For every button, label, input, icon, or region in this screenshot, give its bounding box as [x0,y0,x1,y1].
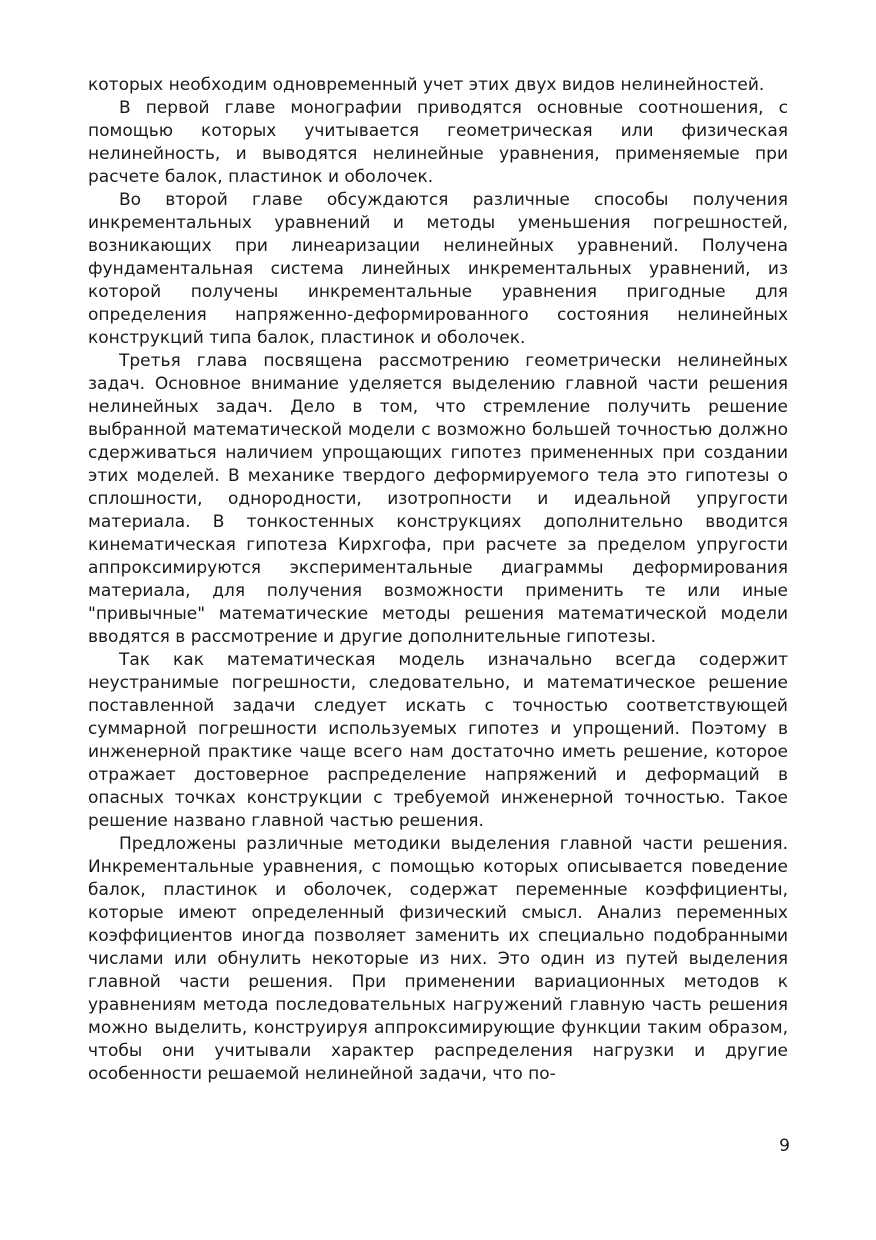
paragraph-chapter-three: Третья глава посвящена рассмотрению геометрически нелинейных задач. Основное внимание уделяется выделению главной части решения нелинейных задач. Дело в том, что стремление получить решение выбранной математической модели с возможно большей точностью должно сдерживаться наличием упрощающих гипотез примененных при создании этих моделей. В механике твердого деформируемого тела это гипотезы о сплошности, однородности, изотропности и идеальной упругости материала. В тонкостенных конструкциях дополнительно вводится кинематическая гипотеза Кирхгофа, при расчете за пределом упругости аппроксимируются экспериментальные диаграммы деформирования материала, для получения возможности применить те или иные "привычные" математические методы решения математической модели вводятся в рассмотрение и другие дополнительные гипотезы. [88,351,788,647]
paragraph-methods: Предложены различные методики выделения главной части решения. Инкрементальные уравнения, с помощью которых описывается поведение балок, пластинок и оболочек, содержат переменные коэффициенты, которые имеют определенный физический смысл. Анализ переменных коэффициентов иногда позволяет заменить их специально подобранными числами или обнулить некоторые из них. Это один из путей выделения главной части решения. При применении вариационных методов к уравнениям метода последовательных нагружений главную часть решения можно выделить, конструируя аппроксимирующие функции таким образом, чтобы они учитывали характер распределения нагрузки и другие особенности решаемой нелинейной задачи, что по- [88,834,788,1084]
page-number: 9 [779,1136,790,1156]
page-body [88,74,788,1086]
paragraph-chapter-two: Во второй главе обсуждаются различные способы получения инкрементальных уравнений и методы уменьшения погрешностей, возникающих при линеаризации нелинейных уравнений. Получена фундаментальная система линейных инкрементальных уравнений, из которой получены инкрементальные уравнения пригодные для определения напряженно-деформированного состояния нелинейных конструкций типа балок, пластинок и оболочек. [88,190,788,348]
paragraph-chapter-one: В первой главе монографии приводятся основные соотношения, с помощью которых учитывается геометрическая или физическая нелинейность, и выводятся нелинейные уравнения, применяемые при расчете балок, пластинок и оболочек. [88,98,788,187]
paragraph-continuation: которых необходим одновременный учет этих двух видов нелинейностей. [88,75,765,95]
paragraph-main-part: Так как математическая модель изначально всегда содержит неустранимые погрешности, следовательно, и математическое решение поставленной задачи следует искать с точностью соответствующей суммарной погрешности используемых гипотез и упрощений. Поэтому в инженерной практике чаще всего нам достаточно иметь решение, которое отражает достоверное распределение напряжений и деформаций в опасных точках конструкции с требуемой инженерной точностью. Такое решение названо главной частью решения. [88,650,788,831]
